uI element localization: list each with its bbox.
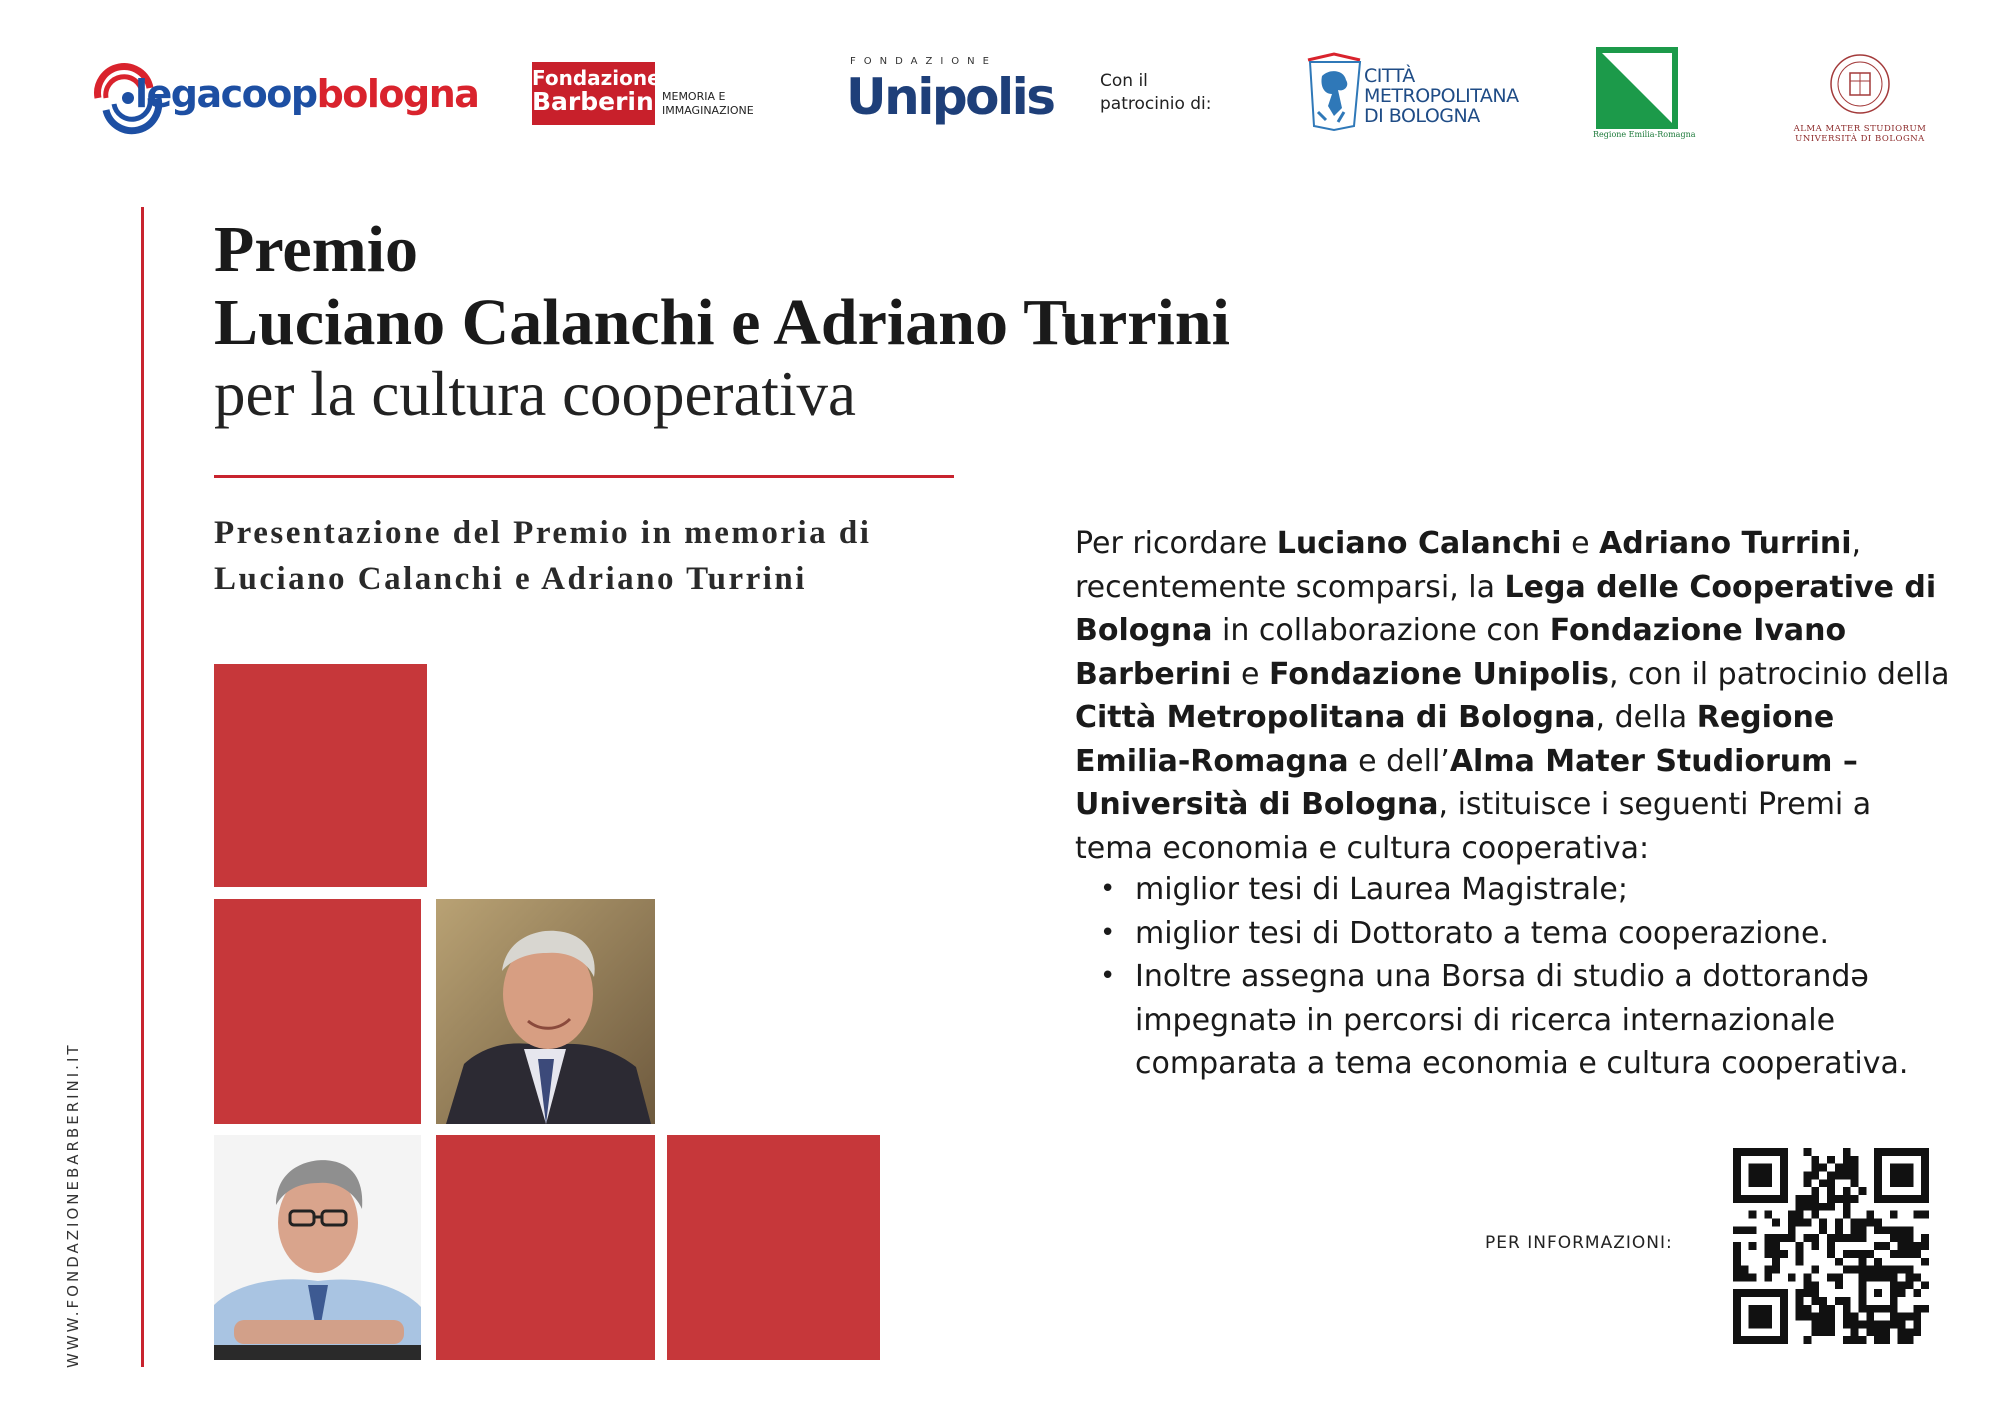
body-paragraph	[1075, 522, 1955, 870]
body-b6: Città Metropolitana di Bologna	[1075, 700, 1596, 735]
body-t3: , recentemente scomparsi, la	[1075, 526, 1862, 605]
red-square-4	[667, 1135, 880, 1360]
side-url	[59, 1042, 89, 1368]
body-b7: Regione Emilia-Romagna	[1075, 700, 1835, 779]
red-square-1	[214, 664, 427, 887]
barberini-logo	[532, 62, 663, 125]
legacoop-wordmark	[135, 72, 478, 116]
list-item: • Inoltre assegna una Borsa di studio a dottorandə impegnatə in percorsi di ricerca internazionale comparata a tema economia e cultura cooperativa.	[1100, 955, 1960, 1086]
left-accent-rule	[141, 207, 144, 1367]
body-t1: Per ricordare	[1075, 526, 1277, 561]
list-item: • miglior tesi di Laurea Magistrale;	[1100, 868, 1960, 912]
body-b2: Adriano Turrini	[1599, 526, 1852, 561]
legacoop-word-2: bologna	[316, 72, 479, 116]
regione-label: Regione Emilia-Romagna	[1593, 130, 1696, 139]
barberini-line-2: Barberini	[532, 87, 663, 116]
info-label: PER INFORMAZIONI:	[1485, 1233, 1673, 1253]
body-b1: Luciano Calanchi	[1276, 526, 1562, 561]
body-t9: , istituisce i seguenti Premi a tema economia e cultura cooperativa:	[1075, 787, 1872, 866]
body-b4: Fondazione Ivano Barberini	[1075, 613, 1847, 692]
unibo-line-1: ALMA MATER STUDIORUM	[1793, 124, 1927, 134]
photo-man-glasses	[214, 1135, 421, 1360]
patrocinio-label	[1100, 70, 1212, 116]
body-t5: e	[1231, 656, 1269, 692]
body-t7: , della	[1595, 700, 1697, 735]
unibo-seal-icon	[1829, 53, 1891, 115]
body-b5: Fondazione Unipolis	[1268, 656, 1609, 692]
unipolis-wordmark: Unipolis	[846, 68, 1054, 126]
qr-code-icon[interactable]	[1733, 1148, 1929, 1344]
citta-line-2: METROPOLITANA	[1364, 84, 1519, 107]
legacoop-word-1: legacoop	[135, 72, 317, 116]
red-square-3	[436, 1135, 655, 1360]
citta-line-3: DI BOLOGNA	[1364, 104, 1480, 127]
title-underline	[214, 475, 954, 478]
title-line-2: Luciano Calanchi e Adriano Turrini	[214, 286, 1230, 359]
patrocinio-line-2: patrocinio di:	[1100, 93, 1212, 114]
side-url-text: WWW.FONDAZIONEBARBERINI.IT	[64, 1042, 82, 1368]
body-t8: e dell’	[1348, 743, 1450, 779]
subtitle-line-2: Luciano Calanchi e Adriano Turrini	[214, 561, 807, 598]
unibo-text	[1786, 124, 1934, 144]
title-line-1: Premio	[214, 213, 419, 286]
barberini-tagline	[662, 90, 754, 118]
body-t6: , con il patrocinio della	[1608, 656, 1950, 692]
body-t2: e	[1561, 526, 1600, 561]
patrocinio-line-1: Con il	[1100, 71, 1148, 91]
subtitle	[214, 510, 871, 602]
body-b3: Lega delle Cooperative di Bologna	[1075, 569, 1937, 648]
title-line-3: per la cultura cooperativa	[214, 359, 856, 429]
prize-list	[1100, 868, 1960, 1086]
red-square-2	[214, 899, 421, 1124]
list-item: • miglior tesi di Dottorato a tema cooperazione.	[1100, 912, 1960, 956]
citta-line-1: CITTÀ	[1364, 65, 1415, 87]
photo-older-man	[436, 899, 655, 1124]
unibo-line-2: UNIVERSITÀ DI BOLOGNA	[1795, 134, 1925, 145]
barberini-sub-1: MEMORIA E	[662, 90, 726, 103]
unipolis-fondazione-label: FONDAZIONE	[850, 56, 997, 67]
regione-emilia-romagna-logo-icon	[1595, 46, 1679, 130]
body-t4: in collaborazione con	[1212, 613, 1550, 648]
citta-metropolitana-text	[1364, 67, 1519, 127]
subtitle-line-1: Presentazione del Premio in memoria di	[214, 515, 872, 551]
barberini-line-1: Fondazione	[532, 66, 661, 90]
citta-metropolitana-emblem-icon	[1304, 52, 1366, 132]
barberini-sub-2: IMMAGINAZIONE	[662, 103, 754, 117]
body-b8: Alma Mater Studiorum – Università di Bologna	[1075, 743, 1858, 822]
